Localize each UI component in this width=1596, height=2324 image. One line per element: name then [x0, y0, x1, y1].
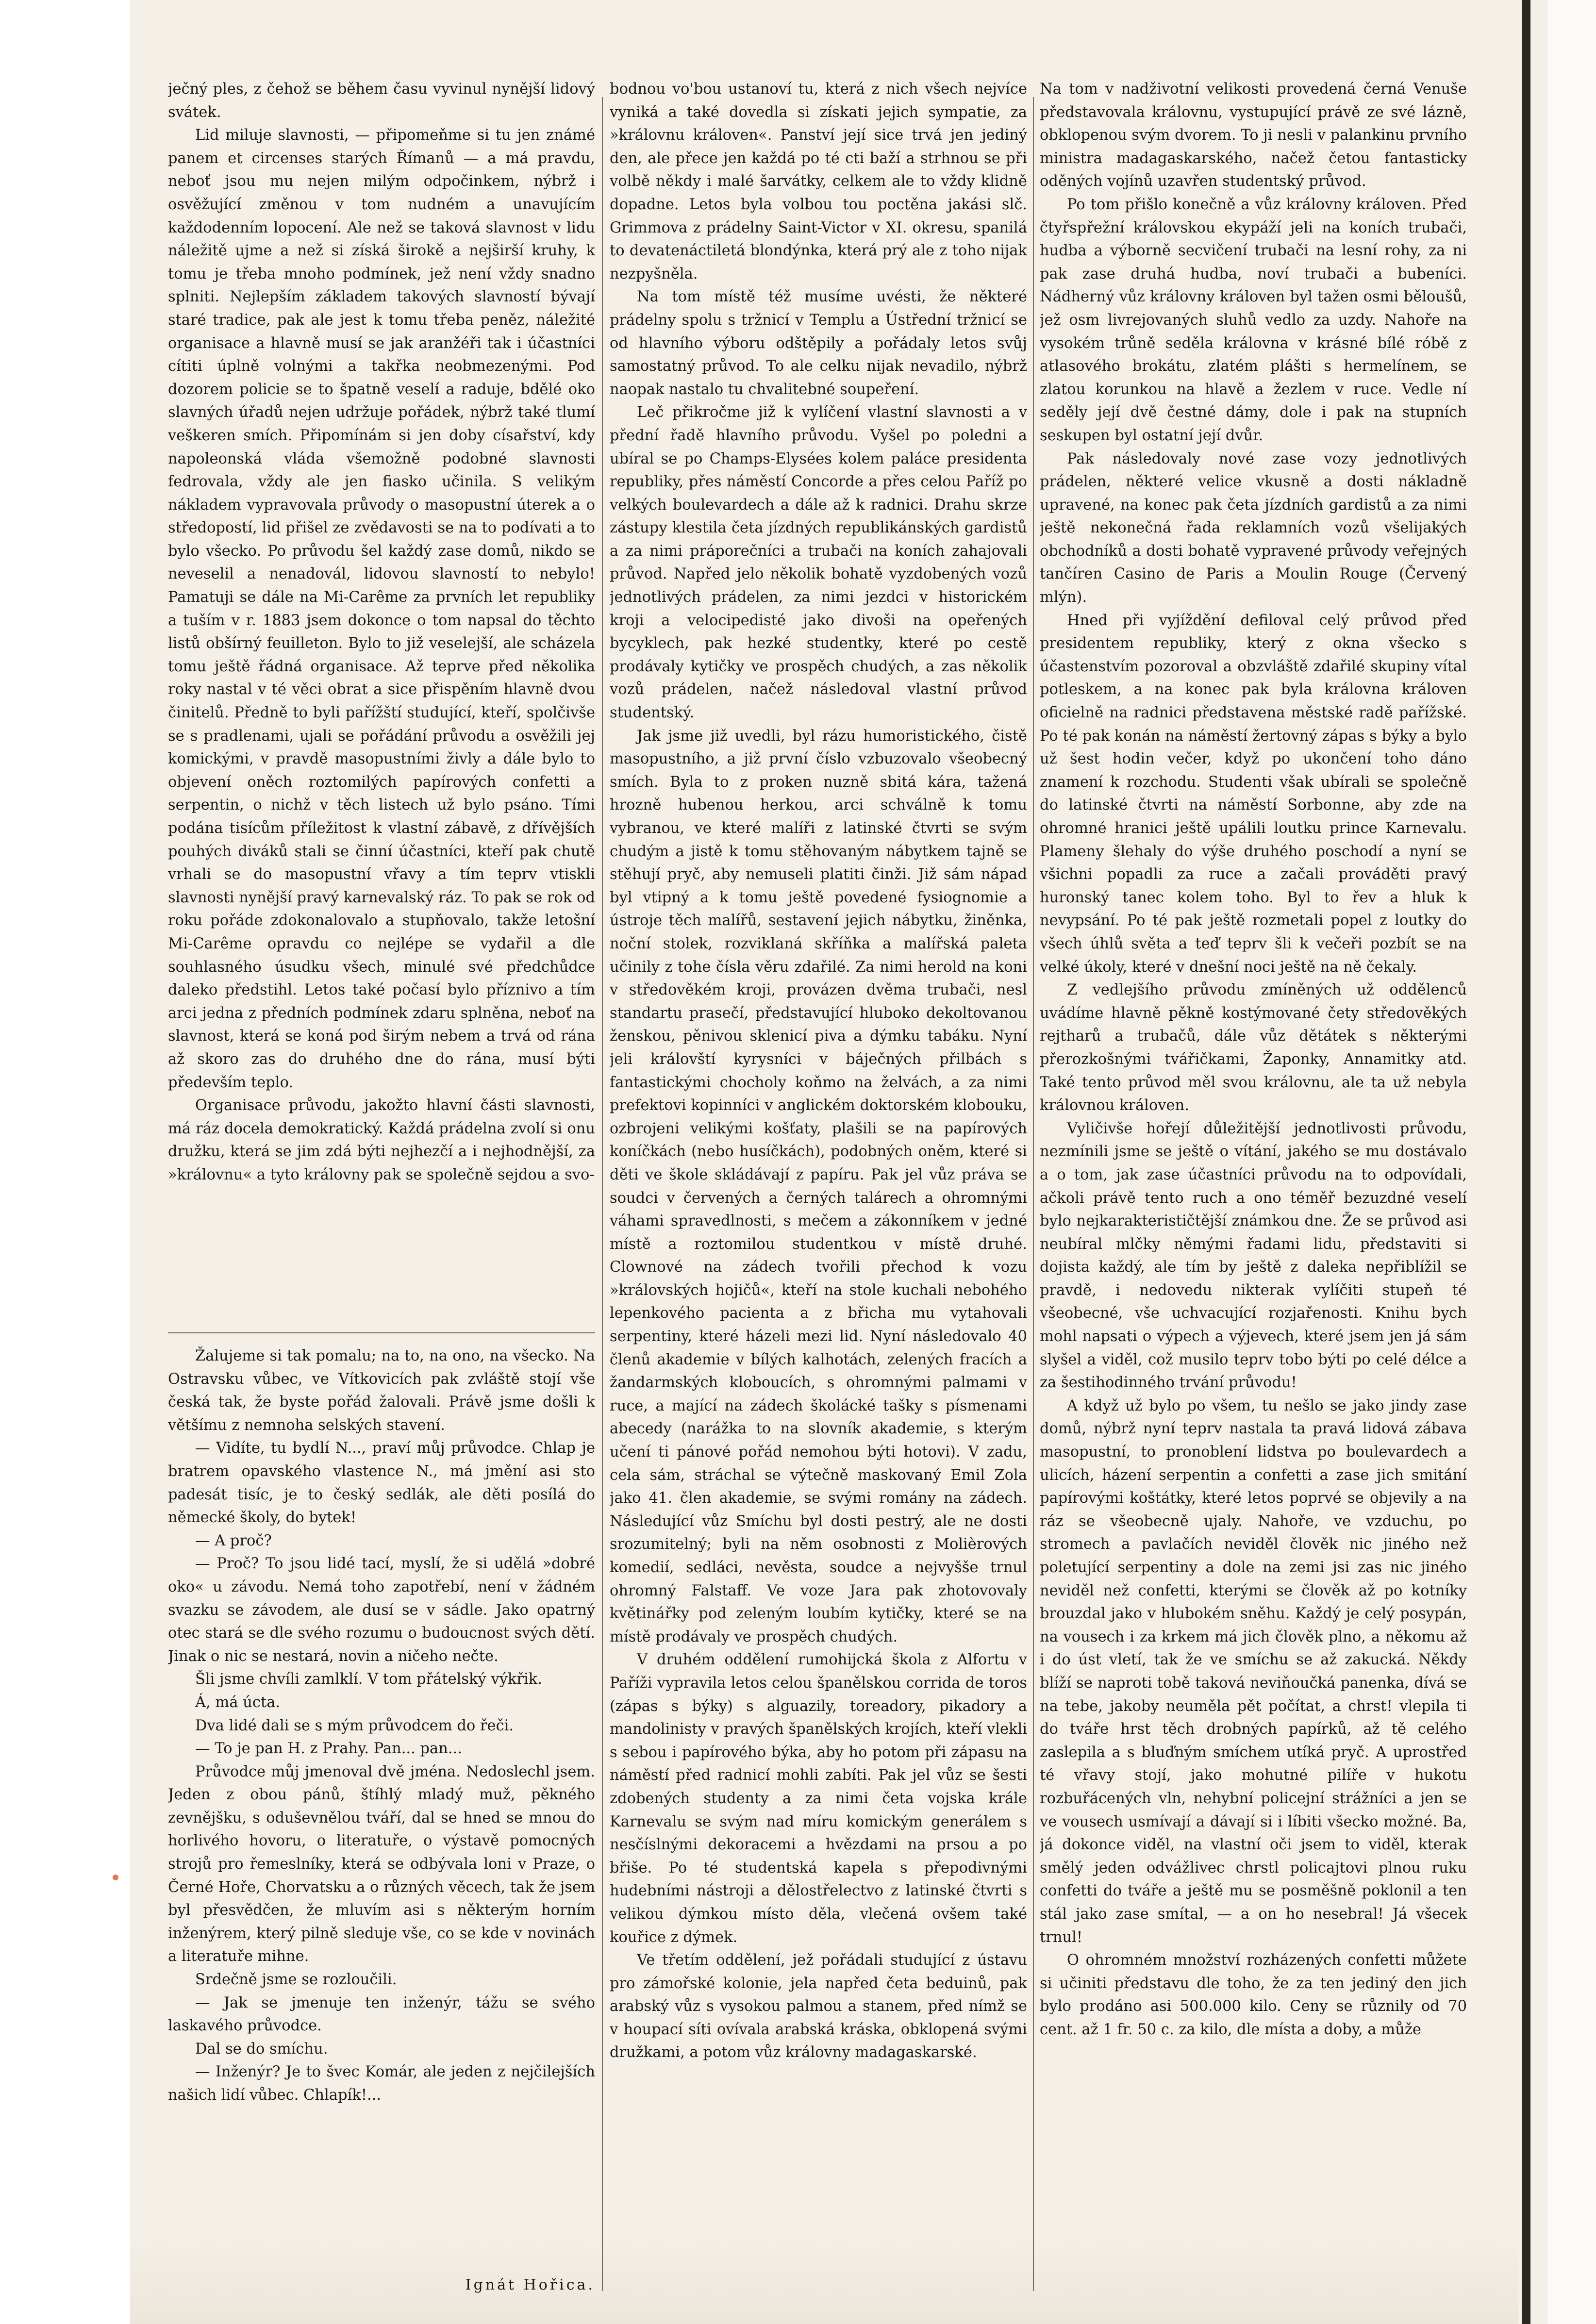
paragraph: Á, má úcta.	[195, 1693, 281, 1711]
paragraph: — Inženýr? Je to švec Komár, ale jeden z nejčilejších našich lidí vůbec. Chlapík!...	[168, 2063, 595, 2104]
column-3	[1040, 78, 1467, 2301]
paragraph: Leč přikročme již k vylíčení vlastní slavnosti a v přední řadě hlavního průvodu. Vyšel po poledni a ubíral se po Champs-Elysées kolem paláce presidenta republiky, přes náměstí Concorde a přes celou Paříž po velkých boulevardech a dále až k radnici. Drahu skrze zástupy klestila četa jízdných republikánských gardistů a za nimi práporečníci a trubači na koních zahajovali průvod. Napřed jelo několik bohatě vyzdobených vozů jednotlivých prádelen, za nimi jezdci v historickém kroji a velocipedisté jako divoši na opeřených bycyklech, pak hezké studentky, které po cestě prodávaly kytičky ve prospěch chudých, a zas několik vozů prádelen, načež následoval vlastní průvod studentský.	[610, 404, 1027, 722]
column-1-top	[168, 78, 595, 1311]
column-2	[610, 78, 1027, 2301]
right-margin-strip	[1547, 0, 1596, 2324]
paragraph: — Proč? To jsou lidé tací, myslí, že si udělá »dobré oko« u závodu. Nemá toho zapotřebí, není v žádném svazku se závodem, ale dusí se v sádle. Jako opatrný otec stará se dle svého rozumu o budoucnost svých dětí. Jinak o nic se nestará, novin a ničeho nečte.	[168, 1555, 595, 1665]
paragraph: — Vidíte, tu bydlí N..., praví můj průvodce. Chlap je bratrem opavského vlastence N., má jmění asi sto padesát tisíc, je to český sedlák, ale děti posílá do německé školy, do bytek!	[168, 1440, 595, 1527]
column-separator	[1033, 97, 1034, 2291]
paragraph: Jak jsme již uvedli, byl rázu humoristického, čistě masopustního, a již první číslo vzbuzovalo všeobecný smích. Byla to z proken nuzně sbitá kára, tažená hrozně hubenou herkou, arci schválně k tomu vybranou, ve které malíři z latinské čtvrti se svým chudým a jistě k tomu stěhovaným nábytkem tajně se stěhují pryč, aby nemuseli platiti činži. Již sám nápad byl vtipný a k tomu ještě povedené fysiognomie a ústroje těch malířů, sestavení jejich nábytku, žiněnka, noční stolek, rozviklaná skříňka a malířská paleta učinily z tohe čísla věru zdařilé. Za nimi herold na koni v středověkém kroji, provázen dvěma trubači, nesl standartu prasečí, představující hluboko dekoltovanou ženskou, pěnivou sklenicí piva a dýmku tabáku. Nyní jeli královští kyrysníci v báječných přilbách s fantastickými chocholy koňmo na želvách, a za nimi prefektovi kopinníci v anglickém doktorském klobouku, ozbrojeni velikými košťaty, plašili se na papírových koníčkách (nebo husíčkách), podobných oněm, které si děti ve škole skládávají z papíru. Pak jel vůz práva se soudci v červených a černých talárech a ohromnými váhami spravedlnosti, s mečem a zákonníkem v jedné místě a roztomilou studentkou v místě druhé. Clownové na zádech tvořili přechod k vozu »královských hojičů«, kteří na stole kuchali nebohého lepenkového pacienta a z břicha mu vytahovali serpentiny, které házeli mezi lid. Nyní následovalo 40 členů akademie v bílých kalhotách, zelených fracích a žandarmských kloboucích, s ohromnými palmami v ruce, a mající na zádech školácké tašky s písmenami abecedy (narážka to na slovník akademie, s kterým učení ti pánové pořád nemohou býti hotovi). V zadu, cela sám, stráchal se výtečně maskovaný Emil Zola jako 41. člen akademie, se svými romány na zádech. Následující vůz Smíchu byl dosti pestrý, ale ne dosti srozumitelný; byli na něm osobnosti z Molièrových komedií, sedláci, nevěsta, soudce a nejvyšše trnul ohromný Falstaff. Ve voze Jara pak zhotovovaly květinářky pod zeleným loubím kytičky, které se na místě prodávaly ve prospěch chudých.	[610, 727, 1027, 1645]
paragraph: Z vedlejšího průvodu zmíněných už oddělenců uvádíme hlavně pěkně kostýmované čety středověkých rejtharů a trubačů, dále vůz dětátek s některými přerozkošnými tvářičkami, Žaponky, Annamitky atd. Také tento průvod měl svou královnu, ale ta už nebyla královnou královen.	[1040, 981, 1467, 1114]
margin-mark-dot	[113, 1875, 118, 1880]
paragraph: Dal se do smíchu.	[195, 2040, 328, 2058]
paragraph: — To je pan H. z Prahy. Pan... pan...	[195, 1740, 462, 1758]
paragraph: Na tom v nadživotní velikosti provedená černá Venuše představovala královnu, vystupující právě ze své lázně, obklopenou svým dvorem. To ji nesli v palankinu prvního ministra madagaskarského, načež četou fantasticky oděných vojínů uzavřen studentský průvod.	[1040, 81, 1467, 190]
paragraph: — A proč?	[195, 1532, 272, 1549]
binding-edge-rule	[1522, 0, 1530, 2324]
paragraph: V druhém oddělení rumohijcká škola z Alfortu v Paříži vypravila letos celou španělskou corrida de toros (zápas s býky) s alguazily, toreadory, pikadory a mandolinisty v pravých španělských krojích, kteří vlekli s sebou i papírového býka, aby ho potom při zápasu na náměstí před radnicí mohli zabíti. Pak jel vůz se šesti zdobených studenty a za nimi četa vojska krále Karnevalu se svým nad míru komickým generálem s nesčíslnými dekoracemi a hvězdami na prsou a po břiše. Po té studentská kapela s přepodivnými hudebními nástroji a dělostřelectvo z latinské čtvrti s velikou dýmkou místo děla, vlečená ovšem také kouřice z dýmek.	[610, 1651, 1027, 1946]
paragraph: Lid miluje slavnosti, — připomeňme si tu jen známé panem et circenses starých Římanů — a má pravdu, neboť jsou mu nejen milým odpočinkem, nýbrž i osvěžující změnou v tom nudném a unavujícím každodenním lopocení. Ale než se taková slavnost v lidu náležitě ujme a než si získá širokě a nejširší kruhy, k tomu je třeba mnoho podmínek, jež není vždy snadno splniti. Nejlepším základem takových slavností bývají staré tradice, pak ale jest k tomu třeba peněz, náležité organisace a hlavně musí se jak aranžéři tak i účastníci cítiti úplně volnými a takřka neobmezenými. Pod dozorem policie se to špatně veselí a raduje, bdělé oko slavných úřadů nejen udržuje pořádek, nýbrž také tlumí veškeren smích. Připomínám si jen doby císařství, kdy napoleonská vláda všemožně podobné slavnosti fedrovala, vždy ale jen fiasko učinila. S velikým nákladem vypravovala průvody o masopustní úterek a o středopostí, lid přišel ze zvědavosti se na to podívati a to bylo všecko. Po průvodu šel každý zase domů, nikdo se neveselil a nenadovál, lidovou slavností to nebylo! Pamatuji se dále na Mi-Carême za prvních let republiky a tuším v r. 1883 jsem dokonce o tom napsal do těchto listů obšírný feuilleton. Bylo to již veselejší, ale scházela tomu ještě řádná organisace. Až teprve před několika roky nastal v té věci obrat a sice přispěním hlavně dvou činitelů. Předně to byli pařížští studující, kteří, spolčivše se s pradlenami, ujali se pořádání průvodu a osvěžili jej komickými, v pravdě masopustními živly a dále bylo to objevení oněch roztomilých papírových confetti a serpentin, o nichž v těch listech už bylo psáno. Tími podána tisícům příležitost k vlastní zábavě, z dřívějších pouhých diváků stali se činní účastníci, kteří pak chutě vrhali se do masopustní vřavy a tím teprv vtiskli slavnosti nynější pravý karnevalský ráz. To pak se rok od roku pořáde zdokonalovalo a stupňovalo, takže letošní Mi-Carême opravdu co nejlépe se vydařil a dle souhlasného úsudku všech, minulé své předchůdce daleko předstihl. Letos také počasí bylo příznivo a tím arci jedna z předních podmínek zdaru splněna, neboť na slavnost, která se koná pod širým nebem a trvá od rána až skoro zas do druhého dne do rána, musí býti především teplo.	[168, 127, 595, 1091]
paragraph: A když už bylo po všem, tu nešlo se jako jindy zase domů, nýbrž nyní teprv nastala ta pravá lidová zábava masopustní, to pronoblení lidstva po boulevardech a ulicích, házení serpentin a confetti a zase jich smitání papírovými koštátky, které letos poprvé se objevily a na ráz se všeobecně ujaly. Nahoře, ve vzduchu, po stromech a pavlačích neviděl člověk nic jiného než poletující serpentiny a dole na zemi jsi zas nic jiného neviděl než confetti, kterými se člověk až po kotníky brouzdal jako v hlubokém sněhu. Každý je celý posypán, na vousech i za krkem má jich člověk plno, a někomu až i do úst vletí, tak že ve smíchu se až zakucká. Někdy blíží se naproti tobě taková neviňoučká panenka, dívá se na tebe, jakoby neuměla pět počítat, a chrst! vlepila ti do tváře hrst těch drobných papírků, až tě celého zaslepila a s bluďným smíchem utíká pryč. A uprostřed té vřavy stojí, jako mohutné pilíře v hukotu rozbuřácených vln, nehybní policejní strážníci a jen se ve vousech usmívají a dávají si i líbiti všecko možné. Ba, já dokonce viděl, na vlastní oči jsem to viděl, kterak smělý jeden odvážlivec chrstl policajtovi plnou ruku confetti do tváře a ještě mu se posměšně poklonil a ten stál jako zase smítal, — a on ho nesebral! Já všecek trnul!	[1040, 1397, 1467, 1946]
paragraph: Vyličivše hořejí důležitější jednotlivosti průvodu, nezmínili jsme se ještě o vítání, jakého se mu dostávalo a o tom, jak zase účastníci průvodu na to odpovídali, ačkoli právě tento ruch a ono téměř bezuzdné veselí bylo nejkarakterističtější známkou dne. Že se průvod asi neubíral mlčky němými řadami lidu, představiti si dojista každý, ale tím by ještě z daleka nepřiblížil se pravdě, i nedovedu nikterak vylíčiti stupeň té všeobecné, vše uchvacující rozjařenosti. Knihu bych mohl napsati o výpech a výjevech, které jsem jen já sám slyšel a viděl, což musilo teprv tobo býti po celé délce a za šestihodinného trvání průvodu!	[1040, 1120, 1467, 1392]
paragraph: Šli jsme chvíli zamlklí. V tom přátelský výkřik.	[195, 1671, 542, 1688]
column-1-bottom	[168, 1345, 595, 2291]
paragraph: Dva lidé dali se s mým průvodcem do řeči.	[195, 1717, 514, 1734]
paragraph: Pak následovaly nové zase vozy jednotlivých prádelen, některé velice vkusně a dosti nákladně upravené, na konec pak četa jízdních gardistů a za nimi ještě nekonečná řada reklamních vozů všelijakých obchodníků a dosti bohatě vypravené průvody veřejných tančíren Casino de Paris a Moulin Rouge (Červený mlýn).	[1040, 450, 1467, 606]
paragraph: Žalujeme si tak pomalu; na to, na ono, na všecko. Na Ostravsku vůbec, ve Vítkovicích pak zvláště stojí vše česká tak, že byste pořád žalovali. Právě jsme došli k většímu z nemnoha selských stavení.	[168, 1347, 595, 1434]
paragraph: Průvodce můj jmenoval dvě jména. Nedoslechl jsem. Jeden z obou pánů, štíhlý mladý muž, pěkného zevnějšku, s oduševnělou tváří, dal se hned se mnou do horlivého hovoru, o literatuře, o výstavě pomocných strojů pro řemeslníky, která se odbývala loni v Praze, o Černé Hoře, Chorvatsku a o různých věcech, tak že jsem byl přesvědčen, že mluvím asi s některým horním inženýrem, který pilně sleduje vše, co se kde v novinách a literatuře mihne.	[168, 1763, 595, 1965]
column-separator	[602, 97, 603, 2291]
author-signature: Ignát Hořica.	[465, 2276, 595, 2293]
column-divider-rule	[168, 1332, 595, 1333]
paragraph: — Jak se jmenuje ten inženýr, tážu se svého laskavého průvodce.	[168, 1994, 595, 2035]
paragraph: O ohromném množství rozházených confetti můžete si učiniti představu dle toho, že za ten jediný den jich bylo prodáno asi 500.000 kilo. Ceny se různily od 70 cent. až 1 fr. 50 c. za kilo, dle místa a doby, a může	[1040, 1952, 1467, 2038]
paragraph: Srdečně jsme se rozloučili.	[195, 1971, 397, 1989]
paragraph: Po tom přišlo konečně a vůz královny královen. Před čtyřspřežní královskou ekypáží jeli na koních trubači, hudba a výborně secvičení trubači na lesní rohy, za ni pak zase druhá hudba, noví trubači a bubeníci. Nádherný vůz královny královen byl tažen osmi běloušů, jež osm livrejovaných sluhů vedlo za uzdy. Nahoře na vysokém trůně seděla královna v krásné bílé róbě z atlasového brokátu, zlatém plášti s hermelínem, se zlatou korunkou na hlavě a žezlem v ruce. Vedle ní seděly její dvě čestné dámy, dole i pak na stupních seskupen byl ostatní její dvůr.	[1040, 196, 1467, 444]
paragraph: Ve třetím oddělení, jež pořádali studující z ústavu pro zámořské kolonie, jela napřed četa beduinů, pak arabský vůz s vysokou palmou a stanem, před nímž se v houpací síti ovívala arabská kráska, obklopená svými družkami, a potom vůz královny madagaskarské.	[610, 1952, 1027, 2061]
paragraph: ječný ples, z čehož se během času vyvinul nynější lidový svátek.	[168, 81, 595, 121]
paragraph: Na tom místě též musíme uvésti, že některé prádelny spolu s tržnicí v Templu a Ústřední tržnicí se od hlavního výboru odštěpily a pořádaly letos svůj samostatný průvod. To ale celku nijak nevadilo, nýbrž naopak nastalo tu chvalitebné soupeření.	[610, 288, 1027, 398]
paragraph: Hned při vyjíždění defiloval celý průvod před presidentem republiky, který z okna všecko s účastenstvím pozoroval a obzvláště zdařilé skupiny vítal potleskem, a na konec pak byla královna královen oficielně na radnici představena městské radě pařížské. Po té pak konán na náměstí žertovný zápas s býky a bylo už šest hodin večer, když po ukončení toho dáno znamení k rozchodu. Studenti však ubírali se společně do latinské čtvrti na náměstí Sorbonne, aby zde na ohromné hranici ještě upálili loutku prince Karnevalu. Plameny šlehaly do výše druhého poschodí a nyní se všichni popadli za ruce a začali prováděti pravý huronský tanec kolem toho. Byl to řev a hluk k nevypsání. Po té pak ještě rozmetali popel z loutky do všech úhlů světa a teď teprv šli k večeři pozbít se na velké úkoly, které v dnešní noci ještě na ně čekaly.	[1040, 612, 1467, 976]
paragraph: bodnou vo'bou ustanoví tu, která z nich všech nejvíce vyniká a také dovedla si získati jejich sympatie, za »královnu královen«. Panství její sice trvá jen jediný den, ale přece jen každá po té cti baží a strhnou se při volbě někdy i malé šarvátky, celkem ale to vždy klidně dopadne. Letos byla volbou tou poctěna jakási slč. Grimmova z prádelny Saint-Victor v XI. okresu, spanilá to devatenáctiletá blondýnka, která prý ale z toho nijak nezpyšněla.	[610, 81, 1027, 282]
paragraph: Organisace průvodu, jakožto hlavní části slavnosti, má ráz docela demokratický. Každá prádelna zvolí si onu družku, která se jim zdá býti nejhezčí a i nejhodnější, za »královnu« a tyto královny pak se společně sejdou a svo-	[168, 1097, 595, 1183]
